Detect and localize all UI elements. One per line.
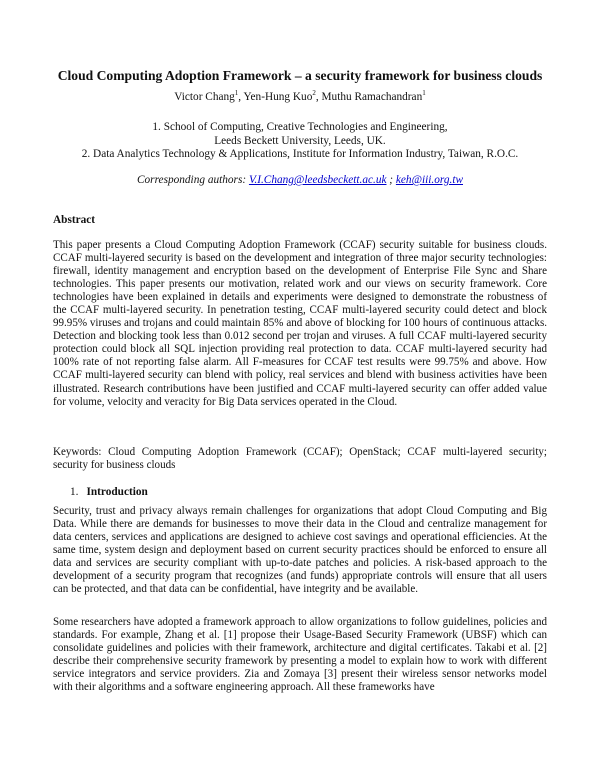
keywords: Keywords: Cloud Computing Adoption Framework (CCAF); OpenStack; CCAF multi-layered security; security for business clouds: [53, 446, 547, 472]
introduction-paragraph-2: Some researchers have adopted a framework approach to allow organizations to follow guidelines, policies and standards. For example, Zhang et al. [1] propose their Usage-Based Security Framework (UBSF) which can consolidate guidelines and policies with their framework, architecture and digital certificates. Takabi et al. [2] describe their comprehensive security framework by presenting a model to explain how to work with different service integrators and service providers. Zia and Zomaya [3] present their wireless sensor networks model with their algorithms and a software engineering approach. All these frameworks have: [53, 616, 547, 694]
author-separator: ,: [238, 91, 244, 103]
affiliation-mark: 1: [234, 89, 239, 98]
affiliation-2: 2. Data Analytics Technology & Applications, Institute for Information Industry, Taiwan, R.O.C.: [81, 148, 519, 160]
introduction-heading: [70, 485, 148, 499]
email-link-2[interactable]: keh@iii.org.tw: [395, 174, 463, 186]
email-link-1[interactable]: V.I.Chang@leedsbeckett.ac.uk: [248, 174, 387, 186]
author-name: Muthu Ramachandran: [321, 91, 423, 103]
corresponding-authors: [40, 173, 560, 187]
section-title: Introduction: [86, 486, 148, 498]
affiliation-mark: 2: [312, 89, 316, 98]
affiliation-1-line-2: Leeds Beckett University, Leeds, UK.: [214, 134, 386, 147]
corresponding-label: Corresponding authors:: [137, 174, 247, 186]
section-number: 1.: [70, 486, 79, 498]
author-name: Yen-Hung Kuo: [243, 91, 313, 103]
abstract-heading: Abstract: [53, 214, 96, 226]
abstract-text: This paper presents a Cloud Computing Adoption Framework (CCAF) security suitable for business clouds. CCAF multi-layered security is based on the development and integration of three major security technologies: firewall, identity management and encryption based on the development of Enterprise File Sync and Share technologies. This paper presents our motivation, related work and our views on security framework. Core technologies have been explained in details and experiments were designed to demonstrate the robustness of the CCAF multi-layered security. In penetration testing, CCAF multi-layered security could detect and block 99.95% viruses and trojans and could maintain 85% and above of blocking for 100 hours of continuous attacks. Detection and blocking took less than 0.012 second per trojan and viruses. A full CCAF multi-layered security protection could block all SQL injection providing real protection to data. CCAF multi-layered security had 100% rate of not reporting false alarm. All F-measures for CCAF test results were 99.75% and above. How CCAF multi-layered security can blend with policy, real services and blend with business activities have been illustrated. Research contributions have been justified and CCAF multi-layered security can offer added value for volume, velocity and veracity for Big Data services operated in the Cloud.: [53, 239, 547, 408]
author-list: [40, 90, 560, 104]
author-separator: ,: [315, 91, 322, 103]
affiliation-mark: 1: [422, 89, 426, 98]
email-separator: ;: [386, 174, 396, 186]
introduction-paragraph-1: Security, trust and privacy always remain challenges for organizations that adopt Cloud Computing and Big Data. While there are demands for businesses to move their data in the Cloud and centralize management for data centers, services and applications are designed to achieve cost savings and operational efficiencies. At the same time, system design and deployment based on current security practices should be enforced to ensure all data and services are security compliant with up-to-date patches and policies. A risk-based approach to the development of a security program that recognizes (and funds) appropriate controls will ensure that all users can be protected, and that data can be confidential, have integrity and be available.: [53, 505, 547, 596]
paper-title: Cloud Computing Adoption Framework – a security framework for business clouds: [57, 68, 543, 83]
affiliations: [40, 121, 560, 162]
author-name: Victor Chang: [174, 91, 235, 103]
affiliation-1-line-1: 1. School of Computing, Creative Technologies and Engineering,: [152, 121, 448, 133]
